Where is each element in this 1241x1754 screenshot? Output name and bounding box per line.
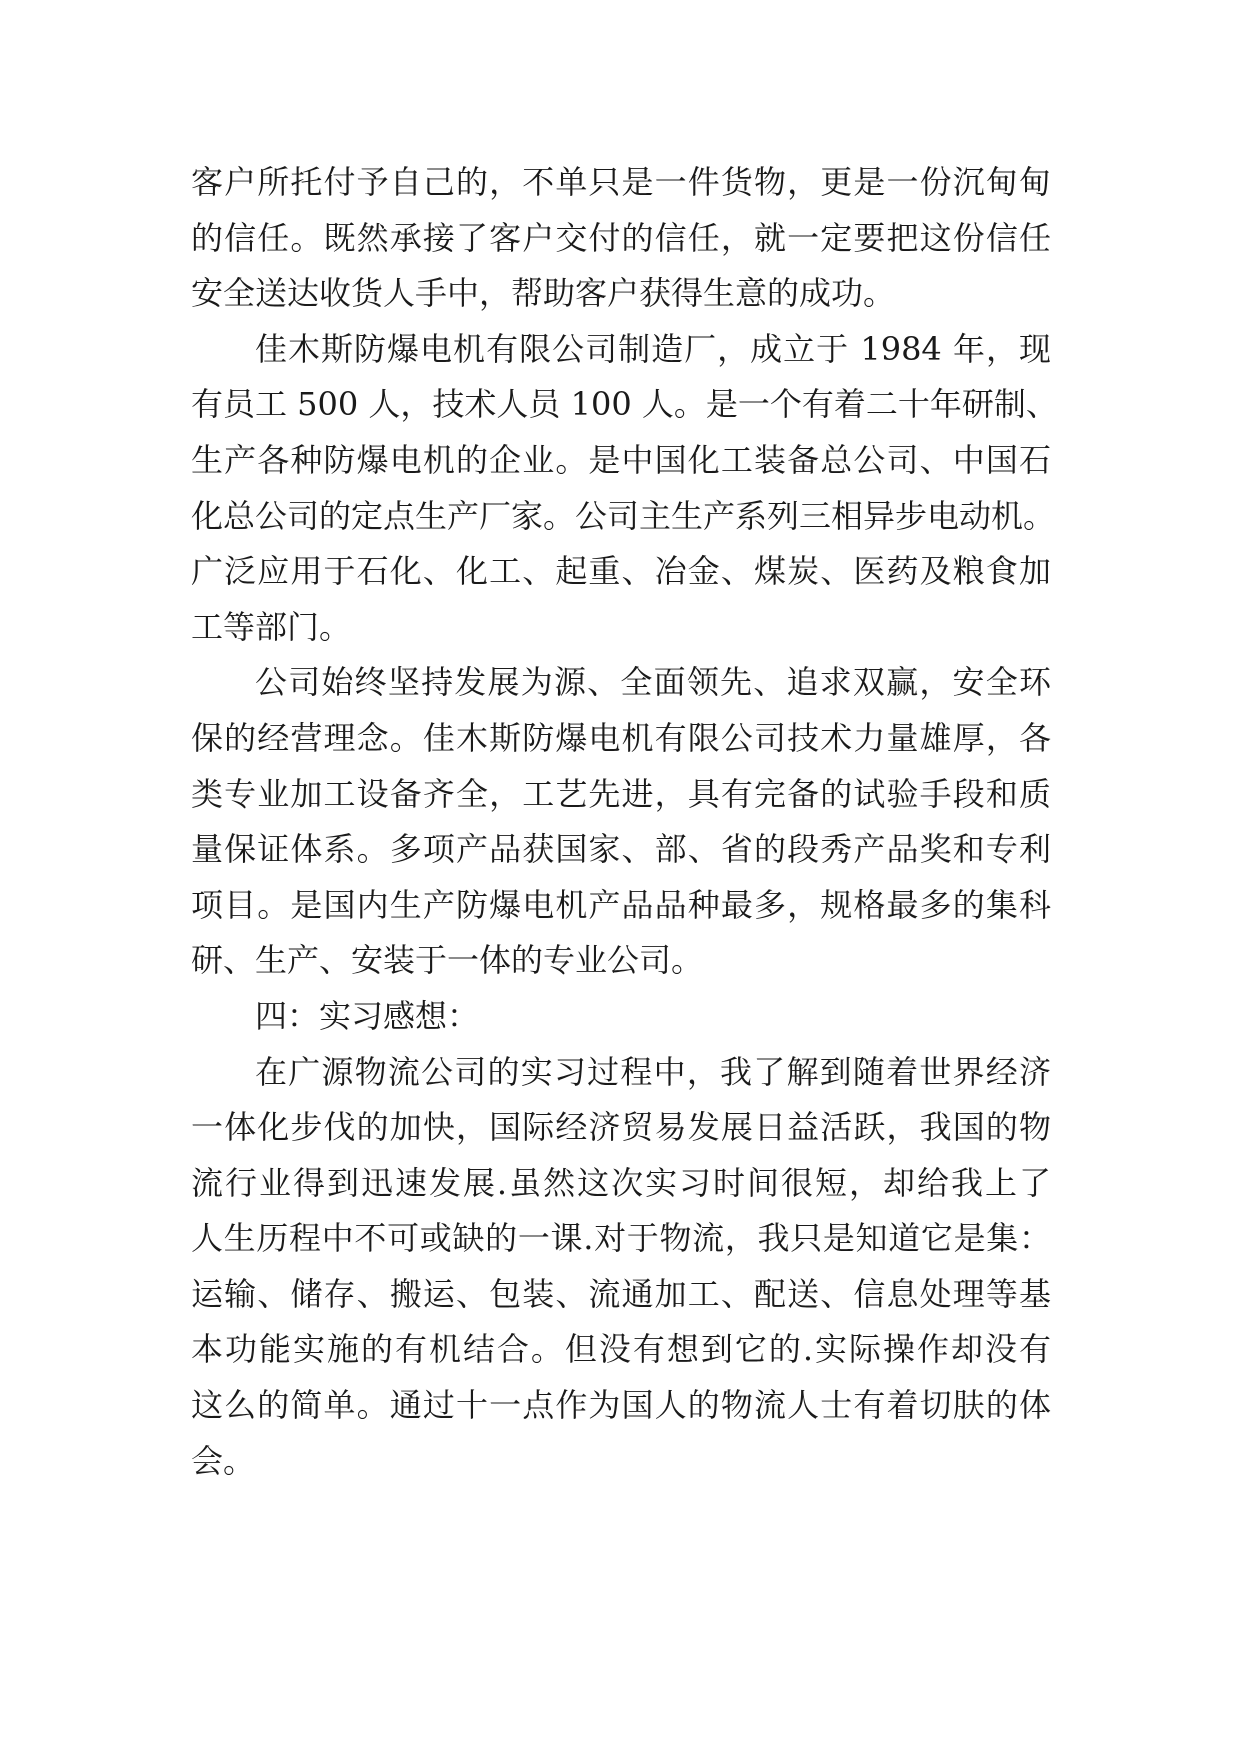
text-line: 广泛应用于石化、化工、起重、冶金、煤炭、医药及粮食加 bbox=[191, 552, 1051, 591]
text-line: 会。 bbox=[191, 1441, 256, 1480]
text-line: 这么的简单。通过十一点作为国人的物流人士有着切肤的体 bbox=[191, 1386, 1051, 1425]
text-line: 流行业得到迅速发展.虽然这次实习时间很短，却给我上了 bbox=[191, 1163, 1051, 1202]
paragraph bbox=[191, 155, 1051, 322]
text-line: 项目。是国内生产防爆电机产品品种最多，规格最多的集科 bbox=[191, 885, 1051, 924]
text-line: 工等部门。 bbox=[191, 607, 352, 646]
paragraph bbox=[191, 655, 1051, 989]
text-line: 运输、储存、搬运、包装、流通加工、配送、信息处理等基 bbox=[191, 1274, 1051, 1313]
text-line: 安全送达收货人手中，帮助客户获得生意的成功。 bbox=[191, 274, 896, 313]
text-line: 一体化步伐的加快，国际经济贸易发展日益活跃，我国的物 bbox=[191, 1108, 1051, 1147]
text-line: 佳木斯防爆电机有限公司制造厂，成立于 1984 年，现 bbox=[255, 329, 1051, 368]
text-line: 类专业加工设备齐全，工艺先进，具有完备的试验手段和质 bbox=[191, 774, 1051, 813]
document-body bbox=[191, 155, 1058, 1489]
text-line: 客户所托付予自己的，不单只是一件货物，更是一份沉甸甸 bbox=[191, 163, 1051, 201]
text-line: 有员工 500 人，技术人员 100 人。是一个有着二十年研制、 bbox=[191, 385, 1058, 424]
text-line: 研、生产、安装于一体的专业公司。 bbox=[191, 941, 704, 980]
text-line: 本功能实施的有机结合。但没有想到它的.实际操作却没有 bbox=[191, 1330, 1051, 1369]
paragraph bbox=[191, 322, 1058, 656]
text-line: 化总公司的定点生产厂家。公司主生产系列三相异步电动机。 bbox=[191, 496, 1056, 535]
text-line: 公司始终坚持发展为源、全面领先、追求双赢，安全环 bbox=[255, 663, 1051, 702]
paragraph bbox=[191, 1045, 1051, 1490]
section-heading bbox=[191, 989, 1051, 1045]
text-line: 人生历程中不可或缺的一课.对于物流，我只是知道它是集： bbox=[191, 1219, 1051, 1258]
text-line: 量保证体系。多项产品获国家、部、省的段秀产品奖和专利 bbox=[191, 830, 1051, 869]
text-line: 在广源物流公司的实习过程中，我了解到随着世界经济 bbox=[255, 1052, 1051, 1091]
text-line: 的信任。既然承接了客户交付的信任，就一定要把这份信任 bbox=[191, 218, 1051, 257]
text-line: 生产各种防爆电机的企业。是中国化工装备总公司、中国石 bbox=[191, 440, 1051, 479]
text-line: 四：实习感想： bbox=[255, 996, 480, 1035]
text-line: 保的经营理念。佳木斯防爆电机有限公司技术力量雄厚，各 bbox=[191, 718, 1051, 757]
